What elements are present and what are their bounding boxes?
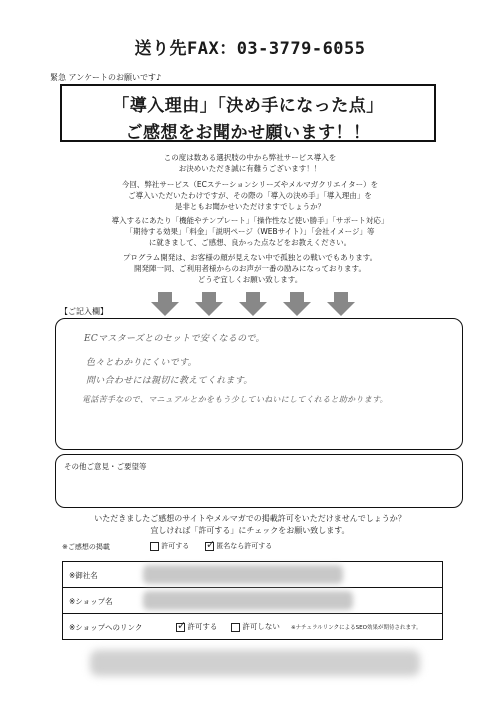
link-allow-checkbox[interactable] — [176, 618, 187, 632]
permission-question-line-2: 宜しければ「許可する」にチェックをお願い致します。 — [150, 526, 350, 535]
shop-redacted — [143, 591, 353, 610]
intro-line: 開発陣一同、ご利用者様からのお声が一番の励みになっております。 — [134, 264, 366, 273]
other-opinions-box — [55, 454, 463, 508]
down-arrow-icon — [283, 292, 311, 316]
handwritten-line: 色々とわかりにくいです。 — [86, 358, 197, 368]
intro-line: プログラム開発は、お客様の顔が見えない中で孤独との戦いでもあります。 — [122, 253, 378, 262]
intro-line: に就きまして、ご感想、良かった点などをお教えください。 — [148, 238, 352, 247]
company-row — [63, 562, 442, 588]
shop-link-label: ※ショップへのリンク — [69, 623, 143, 632]
link-deny-label: 許可しない — [242, 622, 280, 631]
down-arrow-icon — [151, 292, 179, 316]
link-allow-label: 許可する — [187, 622, 218, 631]
check-mark-icon: ✓ — [206, 537, 216, 551]
down-arrows — [148, 290, 368, 318]
company-label: ※御社名 — [69, 571, 98, 580]
headline-line-2: ご感想をお聞かせ願います！！ — [125, 123, 371, 143]
redacted-footer — [90, 650, 420, 676]
info-table — [62, 561, 443, 640]
permission-question — [0, 513, 500, 537]
link-allow-option[interactable] — [176, 618, 218, 632]
intro-line: 導入するにあたり「機能やテンプレート」「操作性など使い勝手」「サポート対応」 — [111, 216, 389, 225]
intro-line: ご導入いただいたわけですが、その際の「導入の決め手」「導入理由」を — [128, 191, 372, 200]
handwritten-line: 問い合わせには親切に教えてくれます。 — [86, 376, 253, 386]
handwritten-line: 電話苦手なので、マニュアルとかをもう少していねいにしてくれると助かります。 — [82, 395, 388, 404]
down-arrow-icon — [195, 292, 223, 316]
headline-line-1: 「導入理由」「決め手になった点」 — [112, 96, 384, 116]
permission-allow-option[interactable] — [150, 541, 189, 551]
intro-line: 今回、弊社サービス（ECステーションシリーズやメルマガクリエイター）を — [121, 180, 379, 189]
other-opinions-label: その他ご意見・ご要望等 — [64, 462, 147, 471]
down-arrow-icon — [239, 292, 267, 316]
intro-paragraph-3 — [0, 215, 500, 248]
intro-line: どうぞ宜しくお願い致します。 — [197, 275, 303, 284]
permission-row-label: ※ご感想の掲載 — [62, 543, 110, 551]
anonymous-label: 匿名なら許可する — [216, 542, 273, 550]
shop-label: ※ショップ名 — [69, 597, 113, 606]
seo-note: ※ナチュラルリンクによるSEO効果が期待されます。 — [291, 625, 422, 631]
intro-paragraph-1 — [0, 152, 500, 174]
intro-line: 「期待する効果」「料金」「説明ページ（WEBサイト）」「会社イメージ」等 — [125, 227, 375, 236]
shop-row — [63, 588, 442, 614]
anonymous-checkbox[interactable] — [205, 537, 216, 551]
down-arrow-icon — [327, 292, 355, 316]
permission-anonymous-option[interactable] — [205, 537, 273, 551]
link-deny-option[interactable] — [231, 621, 280, 632]
intro-line: 是非ともお聞かせいただけますでしょうか？ — [174, 202, 326, 211]
intro-paragraph-4 — [0, 252, 500, 285]
intro-paragraph-2 — [0, 179, 500, 212]
intro-line: お決めいただき誠に有難うございます！！ — [178, 164, 322, 173]
allow-checkbox[interactable] — [150, 542, 159, 551]
headline-box — [60, 84, 436, 142]
survey-tag: 緊急 アンケートのお願いです♪ — [50, 73, 162, 82]
intro-line: この度は数ある選択肢の中から弊社サービス導入を — [163, 153, 337, 162]
shop-link-row — [63, 614, 442, 639]
entry-section-label: 【ご記入欄】 — [60, 307, 108, 316]
allow-label: 許可する — [161, 542, 190, 550]
check-mark-icon: ✓ — [177, 618, 187, 632]
fax-number-header: 送り先FAX：03-3779-6055 — [134, 39, 366, 59]
permission-question-line-1: いただきましたご感想のサイトやメルマガでの掲載許可をいただけませんでしょうか？ — [94, 514, 406, 523]
comment-box — [55, 318, 463, 450]
company-redacted — [143, 565, 343, 584]
link-deny-checkbox[interactable] — [231, 623, 240, 632]
handwritten-line: ECマスターズとのセットで安くなるので。 — [84, 334, 265, 344]
